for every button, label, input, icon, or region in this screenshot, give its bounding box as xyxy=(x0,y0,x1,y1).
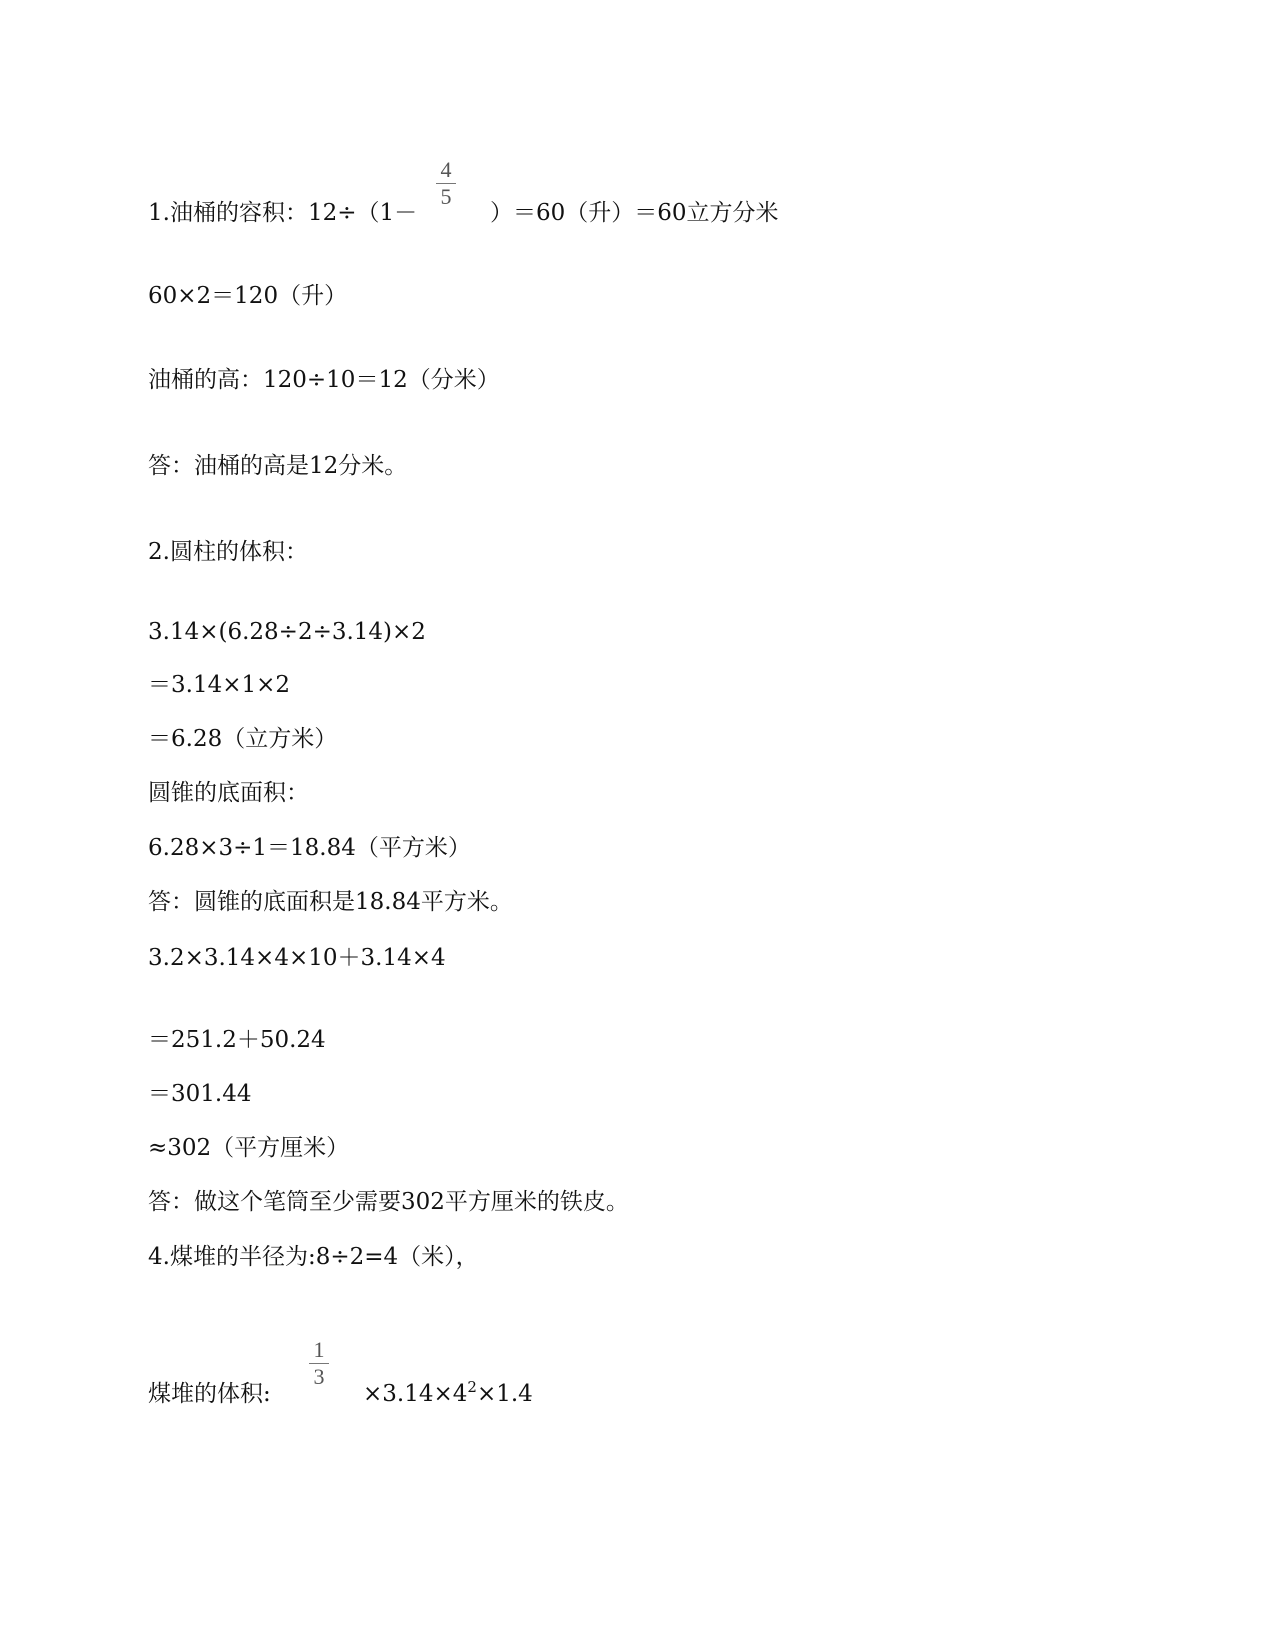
fraction-numerator: 4 xyxy=(440,157,452,182)
cone-base-area-heading: 圆锥的底面积： xyxy=(148,780,309,806)
coal-pile-volume-expression xyxy=(363,1379,533,1409)
fraction-four-fifths xyxy=(436,158,456,209)
coal-pile-radius-line: 4.煤堆的半径为:8÷2=4（米）， xyxy=(148,1244,479,1270)
fraction-denominator: 3 xyxy=(313,1364,325,1389)
oil-barrel-volume-part2: ）＝60（升）＝60立方分米 xyxy=(490,200,779,226)
calc-line: ＝301.44 xyxy=(148,1081,252,1107)
fraction-one-third xyxy=(309,1338,329,1389)
calc-line: 60×2＝120（升） xyxy=(148,283,348,309)
calc-line: ≈302（平方厘米） xyxy=(148,1135,350,1161)
oil-barrel-volume-line xyxy=(148,198,417,228)
cylinder-volume-heading: 2.圆柱的体积： xyxy=(148,539,308,565)
coal-pile-volume-label: 煤堆的体积: xyxy=(148,1381,271,1407)
oil-barrel-height-line: 油桶的高：120÷10＝12（分米） xyxy=(148,367,500,393)
calc-line: 3.14×(6.28÷2÷3.14)×2 xyxy=(148,619,426,645)
oil-barrel-volume-line-end xyxy=(490,198,779,228)
expression-part2: ×1.4 xyxy=(476,1381,533,1407)
calc-line: ＝6.28（立方米） xyxy=(148,726,338,752)
answer-line: 答：油桶的高是12分米。 xyxy=(148,453,408,479)
expression-part1: ×3.14×4 xyxy=(363,1381,468,1407)
answer-line: 答：圆锥的底面积是18.84平方米。 xyxy=(148,889,513,915)
fraction-denominator: 5 xyxy=(440,184,452,209)
calc-line: ＝251.2＋50.24 xyxy=(148,1027,326,1053)
calc-line: 6.28×3÷1＝18.84（平方米） xyxy=(148,835,471,861)
oil-barrel-volume-part1: 1.油桶的容积：12÷（1－ xyxy=(148,200,418,226)
exponent: 2 xyxy=(467,1378,477,1396)
fraction-numerator: 1 xyxy=(313,1337,325,1362)
calc-line: ＝3.14×1×2 xyxy=(148,672,291,698)
calc-line: 3.2×3.14×4×10＋3.14×4 xyxy=(148,945,446,971)
answer-line: 答：做这个笔筒至少需要302平方厘米的铁皮。 xyxy=(148,1189,629,1215)
